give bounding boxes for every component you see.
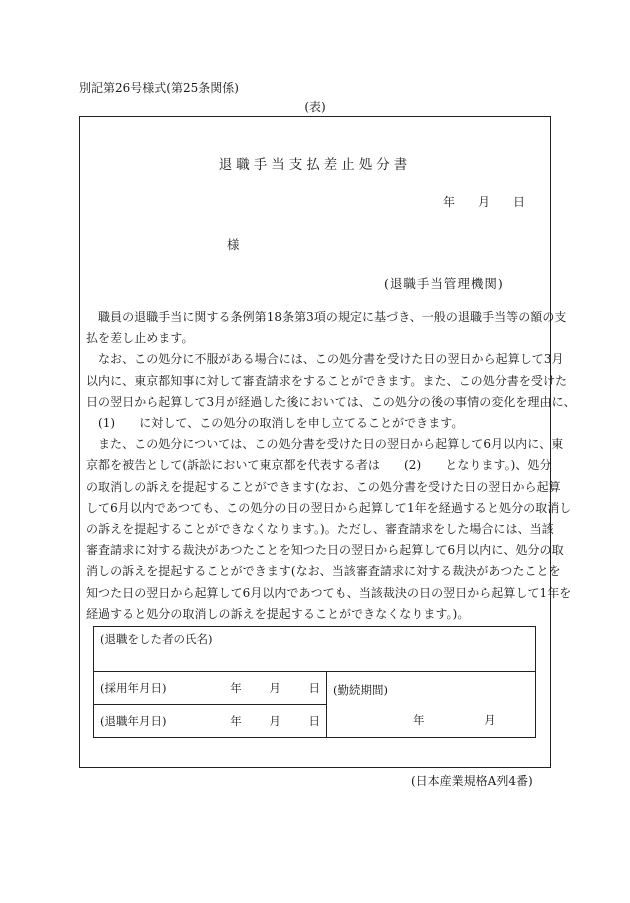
paper-size-note: (日本産業規格A列4番) [411,774,533,788]
body-line: 以内に、東京都知事に対して審査請求をすることができます。また、この処分書を受けた [86,373,568,388]
retire-day-unit: 日 [308,714,320,728]
service-month-unit: 月 [484,713,496,727]
body-line: 経過すると処分の取消しの訴えを提起することができなくなります。)。 [86,606,470,621]
body-line: 払を差し止めます。 [86,331,194,346]
service-year-unit: 年 [413,713,425,727]
hire-date-label: (採用年月日) [100,681,167,695]
service-period-label: (勤続期間) [333,683,388,697]
body-line: の取消しの訴えを提起することができます(なお、この処分書を受けた日の翌日から起算 [86,479,561,494]
body-text [86,307,576,625]
date-year-unit: 年 [443,195,456,209]
side-label: (表) [304,100,326,114]
body-line: 職員の退職手当に関する条例第18条第3項の規定に基づき、一般の退職手当等の額の支 [98,310,567,324]
retire-date-label: (退職年月日) [100,714,167,728]
paragraph [86,349,576,434]
body-line: 日の翌日から起算して3月が経過した後においては、この処分の後の事情の変化を理由に、 [86,394,576,409]
issuer-label: (退職手当管理機関) [384,276,504,291]
hire-month-unit: 月 [269,681,281,695]
name-cell [94,627,536,672]
hire-year-unit: 年 [230,681,242,695]
body-line: 審査請求に対する裁決があつたことを知つた日の翌日から起算して6月以内に、処分の取 [86,543,564,558]
employee-info-table [93,626,536,738]
body-line: 京都を被告として(訴訟において東京都を代表する者は (2) となります。)、処分 [86,458,552,473]
document-frame [79,116,576,768]
date-month-unit: 月 [478,195,491,209]
date-day-unit: 日 [513,195,526,209]
form-reference: 別記第26号様式(第25条関係) [79,81,239,95]
paragraph [86,434,572,625]
hire-date-cell [94,672,327,705]
paragraph [86,307,567,349]
body-line: なお、この処分に不服がある場合には、この処分書を受けた日の翌日から起算して3月 [98,352,564,367]
retire-year-unit: 年 [230,714,242,728]
retire-date-cell [94,705,327,738]
addressee-suffix: 様 [227,237,240,252]
name-label: (退職をした者の氏名) [100,632,213,646]
body-line: また、この処分については、この処分書を受けた日の翌日から起算して6月以内に、東 [98,437,564,452]
body-line: の訴えを提起することができなくなります。)。ただし、審査請求をした場合には、当該 [86,522,554,537]
body-line: 知つた日の翌日から起算して6月以内であつても、当該裁決の日の翌日から起算して1年を [86,585,572,600]
service-period-cell [327,672,536,738]
body-line: (1) に対して、この処分の取消しを申し立てることができます。 [98,416,464,431]
body-line: して6月以内であつても、この処分の日の翌日から起算して1年を経過すると処分の取消し [86,500,572,515]
hire-day-unit: 日 [308,681,320,695]
retire-month-unit: 月 [269,714,281,728]
document-title: 退職手当支払差止処分書 [218,157,412,173]
body-line: 消しの訴えを提起することができます(なお、当該審査請求に対する裁決があつたことを [86,564,561,579]
